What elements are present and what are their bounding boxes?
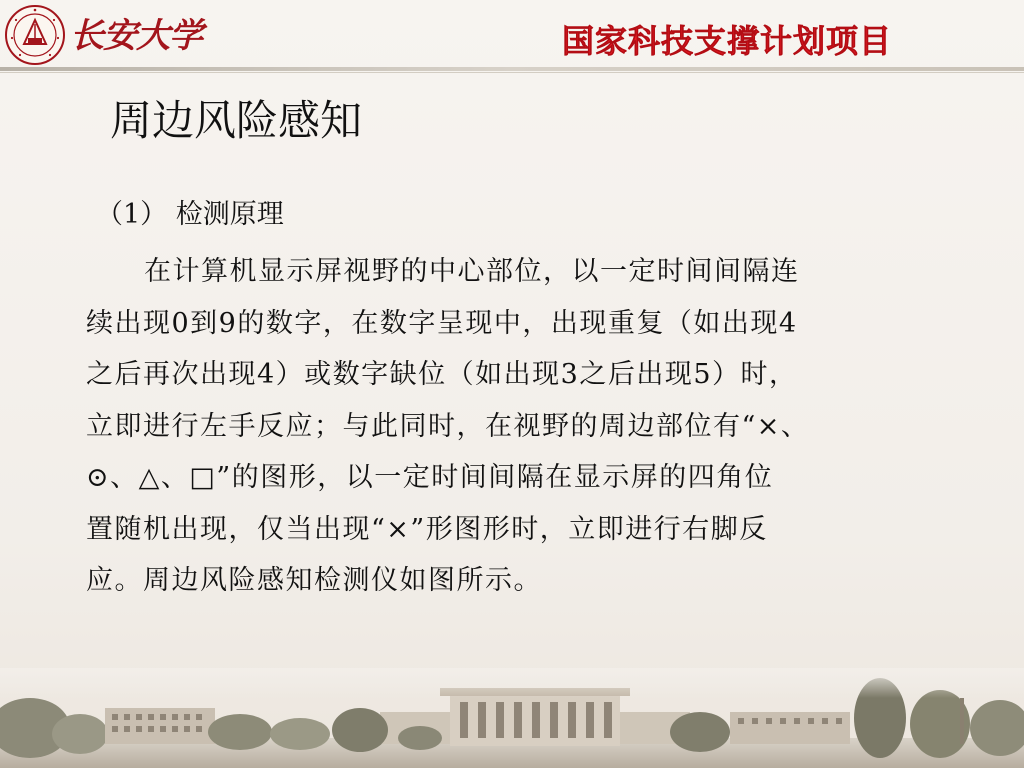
paragraph-line: 置随机出现，仅当出现“×”形图形时，立即进行右脚反	[86, 513, 768, 545]
section-heading: （1） 检测原理	[96, 199, 284, 230]
header	[0, 0, 1024, 70]
paragraph-line: 续出现0到9的数字，在数字呈现中，出现重复（如出现4	[86, 307, 798, 339]
paragraph-line: ⊙、△、□”的图形，以一定时间间隔在显示屏的四角位	[86, 462, 774, 493]
header-divider-thin	[0, 72, 1024, 73]
header-divider	[0, 67, 1024, 71]
project-title: 国家科技支撑计划项目	[562, 22, 893, 60]
paragraph-line: 应。周边风险感知检测仪如图所示。	[86, 565, 542, 596]
paragraph-line: 之后再次出现4）或数字缺位（如出现3之后出现5）时，	[86, 359, 798, 390]
campus-scenery-image	[0, 668, 1024, 768]
paragraph-line: 在计算机显示屏视野的中心部位，以一定时间间隔连	[144, 256, 800, 287]
university-seal-logo	[4, 4, 66, 66]
paragraph-line: 立即进行左手反应；与此同时，在视野的周边部位有“×、	[86, 410, 810, 442]
slide-title: 周边风险感知	[110, 96, 363, 145]
university-name-logo: 长安大学	[70, 16, 202, 56]
body-paragraph	[86, 246, 966, 607]
